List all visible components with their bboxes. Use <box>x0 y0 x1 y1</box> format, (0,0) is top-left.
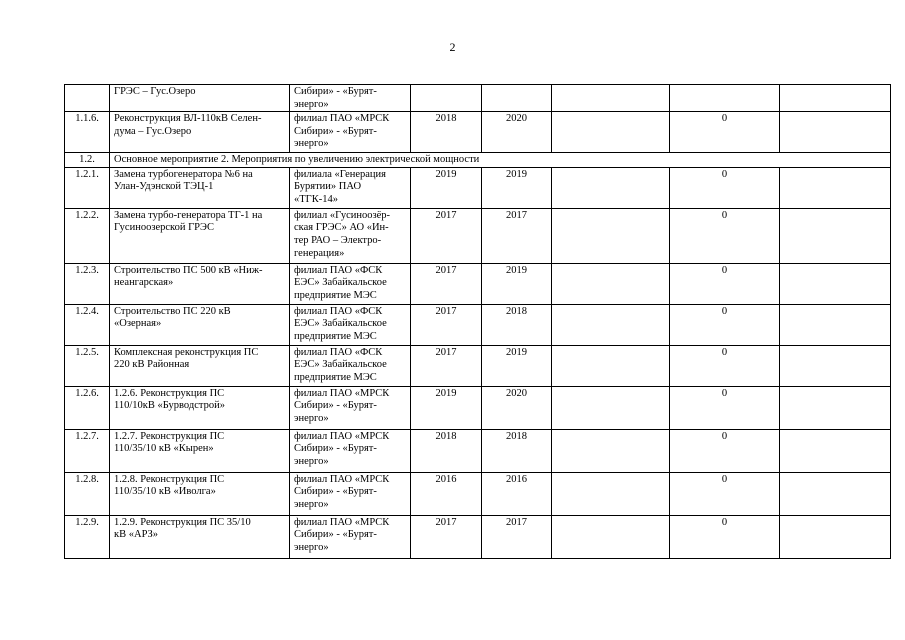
end-year: 2019 <box>482 167 552 208</box>
value-cell: 0 <box>670 472 780 515</box>
executor <box>290 429 411 472</box>
cell-line: филиала «Генерация <box>294 168 386 180</box>
empty-cell <box>552 304 670 345</box>
start-year: 2018 <box>411 112 482 153</box>
start-year: 2016 <box>411 472 482 515</box>
table-row <box>65 304 891 345</box>
measure-name <box>110 263 290 304</box>
cell-line: тер РАО – Электро- <box>294 234 382 246</box>
row-number: 1.2.8. <box>65 472 110 515</box>
end-year <box>482 85 552 112</box>
cell-line: неангарская» <box>114 277 174 289</box>
table-row <box>65 429 891 472</box>
start-year: 2019 <box>411 167 482 208</box>
cell-line: филиал ПАО «МРСК <box>294 473 390 485</box>
empty-cell <box>780 208 891 263</box>
cell-line: филиал ПАО «ФСК <box>294 264 383 276</box>
row-number: 1.2.9. <box>65 515 110 558</box>
empty-cell <box>780 515 891 558</box>
executor <box>290 208 411 263</box>
empty-cell <box>552 167 670 208</box>
end-year: 2019 <box>482 345 552 386</box>
end-year: 2018 <box>482 304 552 345</box>
row-number: 1.2.7. <box>65 429 110 472</box>
cell-line: предприятие МЭС <box>294 371 377 383</box>
start-year: 2017 <box>411 208 482 263</box>
start-year: 2017 <box>411 304 482 345</box>
start-year: 2017 <box>411 263 482 304</box>
cell-line: 110/10кВ «Бурводстрой» <box>114 400 225 412</box>
measure-name <box>110 85 290 112</box>
row-number: 1.2.4. <box>65 304 110 345</box>
empty-cell <box>780 304 891 345</box>
end-year: 2017 <box>482 515 552 558</box>
empty-cell <box>552 263 670 304</box>
cell-line: энерго» <box>294 98 329 110</box>
value-cell: 0 <box>670 386 780 429</box>
cell-line: филиал ПАО «МРСК <box>294 516 390 528</box>
cell-line: 110/35/10 кВ «Иволга» <box>114 486 216 498</box>
value-cell <box>670 85 780 112</box>
cell-line: Строительство ПС 500 кВ «Ниж- <box>114 264 263 276</box>
measure-name <box>110 429 290 472</box>
end-year: 2018 <box>482 429 552 472</box>
cell-line: Замена турбогенератора №6 на <box>114 168 253 180</box>
executor <box>290 167 411 208</box>
table-row <box>65 85 891 112</box>
cell-line: предприятие МЭС <box>294 330 377 342</box>
row-number: 1.2. <box>65 153 110 168</box>
table-row <box>65 472 891 515</box>
cell-line: Сибири» - «Бурят- <box>294 486 377 498</box>
measure-name <box>110 472 290 515</box>
measure-name <box>110 386 290 429</box>
empty-cell <box>552 429 670 472</box>
cell-line: энерго» <box>294 455 329 467</box>
section-row <box>65 153 891 168</box>
table-row <box>65 263 891 304</box>
value-cell: 0 <box>670 429 780 472</box>
end-year: 2019 <box>482 263 552 304</box>
start-year <box>411 85 482 112</box>
empty-cell <box>552 386 670 429</box>
empty-cell <box>780 472 891 515</box>
cell-line: кВ «АРЗ» <box>114 529 159 541</box>
start-year: 2017 <box>411 515 482 558</box>
executor <box>290 386 411 429</box>
measure-name <box>110 112 290 153</box>
table-row <box>65 345 891 386</box>
start-year: 2017 <box>411 345 482 386</box>
cell-line: Замена турбо-генератора ТГ-1 на <box>114 209 263 221</box>
cell-line: 1.2.6. Реконструкция ПС <box>114 387 225 399</box>
section-title: Основное мероприятие 2. Мероприятия по увеличению электрической мощности <box>110 153 891 168</box>
measure-name <box>110 345 290 386</box>
cell-line: предприятие МЭС <box>294 289 377 301</box>
cell-line: филиал ПАО «ФСК <box>294 346 383 358</box>
table-row <box>65 208 891 263</box>
cell-line: филиал ПАО «МРСК <box>294 430 390 442</box>
cell-line: 110/35/10 кВ «Кырен» <box>114 443 214 455</box>
cell-line: ЕЭС» Забайкальское <box>294 318 387 330</box>
cell-line: Строительство ПС 220 кВ <box>114 305 231 317</box>
value-cell: 0 <box>670 167 780 208</box>
row-number: 1.2.5. <box>65 345 110 386</box>
empty-cell <box>780 85 891 112</box>
cell-line: генерация» <box>294 247 345 259</box>
start-year: 2018 <box>411 429 482 472</box>
cell-line: энерго» <box>294 498 329 510</box>
cell-line: дума – Гус.Озеро <box>114 125 192 137</box>
cell-line: 1.2.7. Реконструкция ПС <box>114 430 225 442</box>
cell-line: Сибири» - «Бурят- <box>294 443 377 455</box>
value-cell: 0 <box>670 304 780 345</box>
empty-cell <box>780 345 891 386</box>
cell-line: энерго» <box>294 541 329 553</box>
row-number: 1.2.6. <box>65 386 110 429</box>
empty-cell <box>780 167 891 208</box>
row-number <box>65 85 110 112</box>
cell-line: Реконструкция ВЛ-110кВ Селен- <box>114 113 262 125</box>
table-row <box>65 112 891 153</box>
cell-line: энерго» <box>294 412 329 424</box>
measures-table <box>64 84 891 559</box>
executor <box>290 85 411 112</box>
empty-cell <box>552 208 670 263</box>
cell-line: филиал ПАО «МРСК <box>294 387 390 399</box>
measure-name <box>110 515 290 558</box>
empty-cell <box>780 429 891 472</box>
value-cell: 0 <box>670 112 780 153</box>
executor <box>290 263 411 304</box>
start-year: 2019 <box>411 386 482 429</box>
row-number: 1.2.1. <box>65 167 110 208</box>
end-year: 2016 <box>482 472 552 515</box>
cell-line: 220 кВ Районная <box>114 359 190 371</box>
cell-line: Гусиноозерской ГРЭС <box>114 222 214 234</box>
executor <box>290 515 411 558</box>
cell-line: 1.2.9. Реконструкция ПС 35/10 <box>114 516 251 528</box>
end-year: 2020 <box>482 386 552 429</box>
measure-name <box>110 208 290 263</box>
cell-line: ЕЭС» Забайкальское <box>294 277 387 289</box>
value-cell: 0 <box>670 515 780 558</box>
cell-line: энерго» <box>294 138 329 150</box>
cell-line: «Озерная» <box>114 318 162 330</box>
cell-line: ГРЭС – Гус.Озеро <box>114 86 196 97</box>
cell-line: ЕЭС» Забайкальское <box>294 359 387 371</box>
empty-cell <box>552 515 670 558</box>
cell-line: Бурятии» ПАО <box>294 181 362 193</box>
cell-line: Сибири» - «Бурят- <box>294 400 377 412</box>
cell-line: 1.2.8. Реконструкция ПС <box>114 473 225 485</box>
cell-line: Улан-Удэнской ТЭЦ-1 <box>114 181 214 193</box>
row-number: 1.2.2. <box>65 208 110 263</box>
cell-line: филиал ПАО «МРСК <box>294 113 390 125</box>
cell-line: «ТГК-14» <box>294 193 338 205</box>
cell-line: филиал ПАО «ФСК <box>294 305 383 317</box>
cell-line: Сибири» - «Бурят- <box>294 125 377 137</box>
value-cell: 0 <box>670 345 780 386</box>
empty-cell <box>780 112 891 153</box>
empty-cell <box>780 263 891 304</box>
executor <box>290 472 411 515</box>
empty-cell <box>552 112 670 153</box>
table-row <box>65 167 891 208</box>
page-number: 2 <box>449 40 456 54</box>
empty-cell <box>552 345 670 386</box>
cell-line: ская ГРЭС» АО «Ин- <box>294 222 389 234</box>
executor <box>290 345 411 386</box>
empty-cell <box>780 386 891 429</box>
empty-cell <box>552 472 670 515</box>
executor <box>290 112 411 153</box>
cell-line: Сибири» - «Бурят- <box>294 529 377 541</box>
end-year: 2017 <box>482 208 552 263</box>
row-number: 1.2.3. <box>65 263 110 304</box>
executor <box>290 304 411 345</box>
value-cell: 0 <box>670 263 780 304</box>
value-cell: 0 <box>670 208 780 263</box>
measure-name <box>110 167 290 208</box>
measure-name <box>110 304 290 345</box>
cell-line: Сибири» - «Бурят- <box>294 86 377 97</box>
end-year: 2020 <box>482 112 552 153</box>
row-number: 1.1.6. <box>65 112 110 153</box>
cell-line: филиал «Гусиноозёр- <box>294 209 391 221</box>
table-row <box>65 515 891 558</box>
empty-cell <box>552 85 670 112</box>
cell-line: Комплексная реконструкция ПС <box>114 346 259 358</box>
table-row <box>65 386 891 429</box>
